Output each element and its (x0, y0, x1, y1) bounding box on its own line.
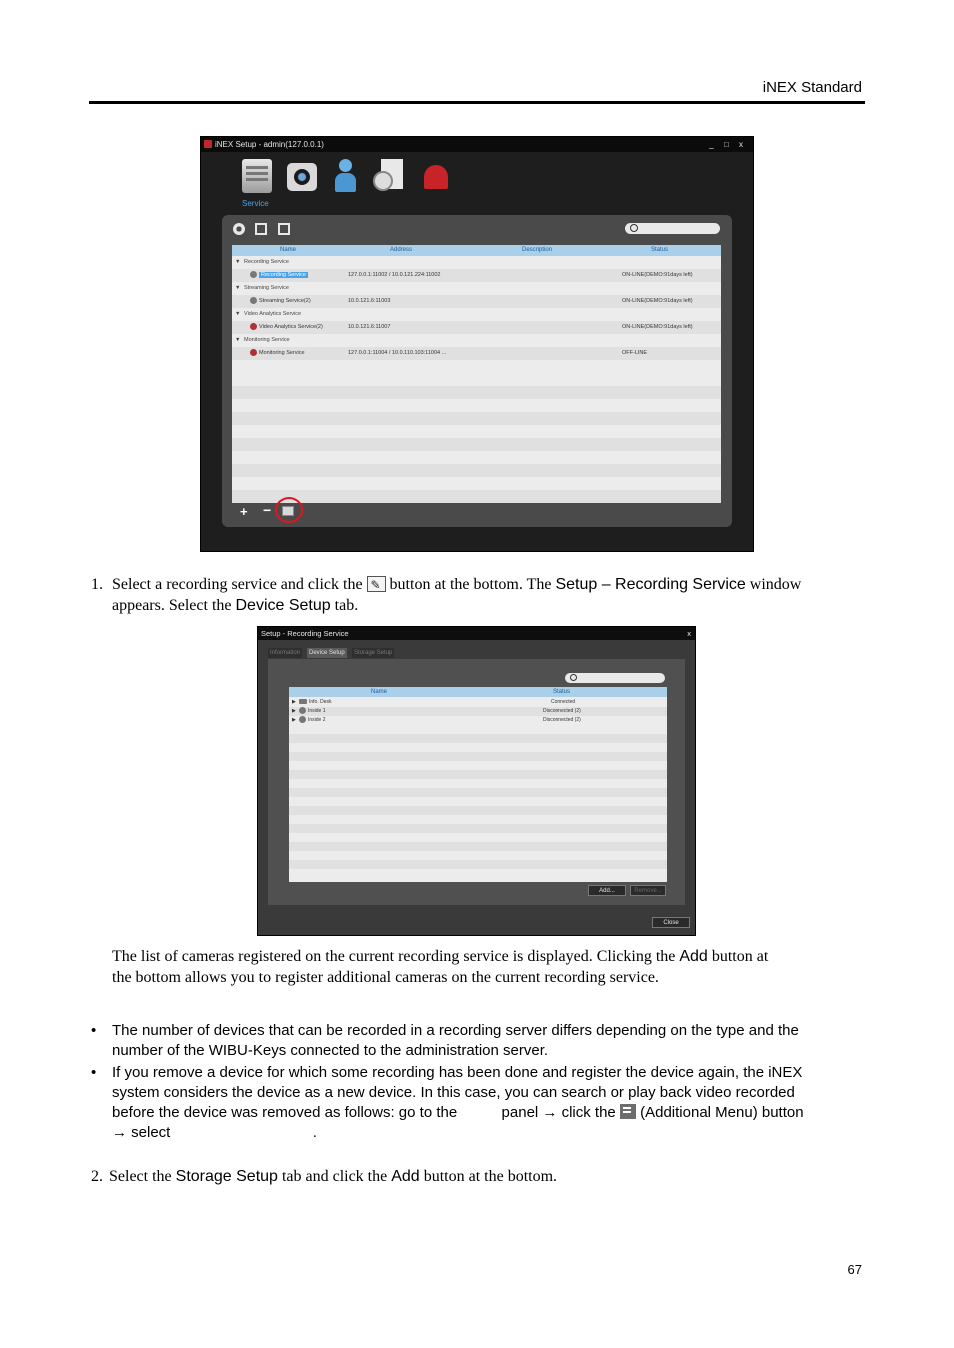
step1-text: appears. Select the (112, 597, 232, 614)
desk-device-icon (299, 699, 307, 704)
device-name: Inside 1 (308, 708, 326, 714)
empty-row (232, 438, 721, 451)
column-header-description[interactable]: Description (522, 247, 553, 253)
add-button[interactable]: + (240, 504, 248, 519)
tab-device-setup[interactable]: Device Setup (309, 650, 345, 656)
empty-row (289, 860, 667, 869)
table-row[interactable] (232, 321, 721, 334)
note-text: system considers the device as a new device. In this case, you can search or play back video recorded (112, 1084, 795, 1101)
desc-text: the bottom allows you to register additional cameras on the current recording service. (112, 969, 659, 986)
empty-row (289, 842, 667, 851)
step1-text: window (749, 576, 802, 593)
service-name: Video Analytics Service(2) (259, 324, 323, 330)
video-analytics-icon (250, 323, 257, 330)
highlight-circle (275, 497, 303, 523)
empty-row (289, 806, 667, 815)
search-input[interactable] (565, 673, 665, 683)
edit-icon (367, 576, 386, 592)
empty-row (232, 412, 721, 425)
group-label: Recording Service (244, 259, 289, 265)
camera-icon (299, 707, 306, 714)
remove-device-button[interactable]: Remove... (630, 885, 666, 896)
note-text: before the device was removed as follows: go to the (112, 1104, 458, 1121)
header-divider (89, 101, 865, 104)
window-controls[interactable]: _ □ x (709, 140, 747, 149)
group-label: Streaming Service (244, 285, 289, 291)
group-row-recording[interactable]: ▼ Recording Service (232, 256, 721, 269)
device-list-header (289, 687, 667, 697)
device-status: Disconnected (2) (543, 708, 581, 714)
device-status: Connected (551, 699, 576, 705)
tab-storage-setup[interactable]: Storage Setup (354, 650, 393, 656)
step-number: 1. (91, 576, 103, 593)
note-text: The number of devices that can be recorded in a recording server differs depending on the type and the (112, 1022, 799, 1039)
user-icon[interactable] (331, 159, 361, 193)
service-status: ON-LINE(DEMO:91days left) (622, 272, 693, 278)
login-icon[interactable] (255, 223, 267, 235)
table-row[interactable]: ▶ Inside 2 Disconnected (2) (292, 717, 581, 723)
remove-button[interactable]: − (263, 502, 272, 518)
camera-icon (299, 716, 306, 723)
service-address: 10.0.121.6:11007 (348, 324, 391, 330)
note-text: (Additional Menu) button (640, 1104, 804, 1121)
device-name: Info. Desk (309, 699, 332, 705)
bullet-icon: • (91, 1064, 97, 1081)
inex-setup-screenshot (200, 136, 754, 552)
header-title: iNEX Standard (762, 79, 862, 96)
page-number: 67 (847, 1262, 862, 1277)
service-name: Monitoring Service (259, 350, 305, 356)
table-row[interactable]: ▶ Inside 1 Disconnected (2) (289, 707, 667, 716)
window-titlebar (258, 627, 695, 640)
note-text: number of the WIBU-Keys connected to the administration server. (112, 1042, 549, 1059)
service-list (232, 245, 721, 503)
column-header-name[interactable]: Name (371, 689, 388, 695)
column-header-name[interactable]: Name (280, 247, 297, 253)
group-label: Video Analytics Service (244, 311, 302, 317)
step1-text: button at the bottom. The (389, 576, 552, 593)
window-titlebar (201, 137, 753, 152)
group-row-video-analytics[interactable]: ▼ Video Analytics Service (232, 308, 721, 321)
add-button-ref: Add (679, 948, 708, 965)
table-row[interactable] (232, 295, 721, 308)
additional-menu-icon (620, 1104, 636, 1119)
monitoring-service-icon (250, 349, 257, 356)
desc-text: button at (711, 948, 769, 965)
service-tab-label: Service (242, 199, 269, 208)
step-number: 2. (91, 1168, 103, 1185)
window-title: Setup - Recording Service (261, 629, 349, 638)
group-row-streaming[interactable]: ▼ Streaming Service (232, 282, 721, 295)
table-row[interactable]: ▶ Info. Desk Connected (292, 699, 576, 705)
search-icon (630, 224, 638, 232)
service-address: 127.0.0.1:11002 / 10.0.121.224:11002 (348, 272, 441, 278)
table-row[interactable] (232, 269, 721, 282)
step2-text: Select the (109, 1168, 172, 1185)
note-text: panel → click the (501, 1104, 616, 1121)
add-device-button[interactable]: Add... (588, 885, 626, 896)
empty-row (232, 490, 721, 503)
desc-text: The list of cameras registered on the current recording service is displayed. Clicking the (112, 948, 676, 965)
service-status: OFF-LINE (622, 350, 648, 356)
gear-icon[interactable] (233, 223, 245, 235)
step1-text: tab. (334, 597, 359, 614)
device-name: Inside 2 (308, 717, 326, 723)
device-list (289, 687, 667, 882)
search-icon (570, 674, 577, 681)
service-list-header (232, 245, 721, 256)
close-button[interactable]: Close (652, 917, 690, 928)
empty-row (289, 752, 667, 761)
recording-service-setup-screenshot (257, 626, 696, 936)
service-server-icon[interactable] (242, 159, 272, 193)
logout-icon[interactable] (278, 223, 290, 235)
streaming-service-icon (250, 297, 257, 304)
empty-row (289, 788, 667, 797)
step-2 (91, 1166, 866, 1187)
device-list-description (112, 946, 864, 988)
column-header-address[interactable]: Address (390, 247, 413, 253)
column-header-status[interactable]: Status (651, 247, 669, 253)
device-status: Disconnected (2) (543, 717, 581, 723)
service-name: Recording Service (261, 272, 306, 278)
service-status: ON-LINE(DEMO:91days left) (622, 324, 693, 330)
window-name-ref: Setup – Recording Service (555, 576, 746, 593)
schedule-clock-icon[interactable] (373, 159, 403, 193)
group-row-monitoring[interactable]: ▼ Monitoring Service (232, 334, 721, 347)
note-text: . (312, 1124, 317, 1141)
step2-text: tab and click the (281, 1168, 388, 1185)
step2-text: button at the bottom. (423, 1168, 558, 1185)
alarm-siren-icon[interactable] (421, 159, 451, 193)
tab-information[interactable]: Information (270, 650, 301, 656)
empty-row (232, 386, 721, 399)
empty-row (289, 824, 667, 833)
empty-row (289, 734, 667, 743)
tab-name-ref: Device Setup (235, 597, 331, 614)
app-logo-icon (204, 140, 212, 148)
search-input[interactable] (625, 223, 720, 234)
step1-text: Select a recording service and click the (112, 576, 363, 593)
empty-row (289, 770, 667, 779)
table-row[interactable] (232, 347, 721, 360)
note-text: → select (112, 1124, 171, 1141)
group-label: Monitoring Service (244, 337, 290, 343)
add-button-ref: Add (391, 1168, 420, 1185)
bullet-icon: • (91, 1022, 97, 1039)
close-icon[interactable]: x (687, 629, 691, 638)
camera-icon[interactable] (287, 163, 317, 191)
service-address: 10.0.121.6:11003 (348, 298, 391, 304)
service-name: Streaming Service(2) (259, 298, 311, 304)
service-address: 127.0.0.1:11004 / 10.0.110.103:11004 ... (348, 350, 447, 356)
window-title: iNEX Setup - admin(127.0.0.1) (215, 140, 324, 149)
service-status: ON-LINE(DEMO:91days left) (622, 298, 693, 304)
recording-service-icon (250, 271, 257, 278)
tab-name-ref: Storage Setup (175, 1168, 278, 1185)
note-text: If you remove a device for which some recording has been done and register the device again, the iNEX (112, 1064, 803, 1081)
empty-row (232, 464, 721, 477)
column-header-status[interactable]: Status (553, 689, 571, 695)
